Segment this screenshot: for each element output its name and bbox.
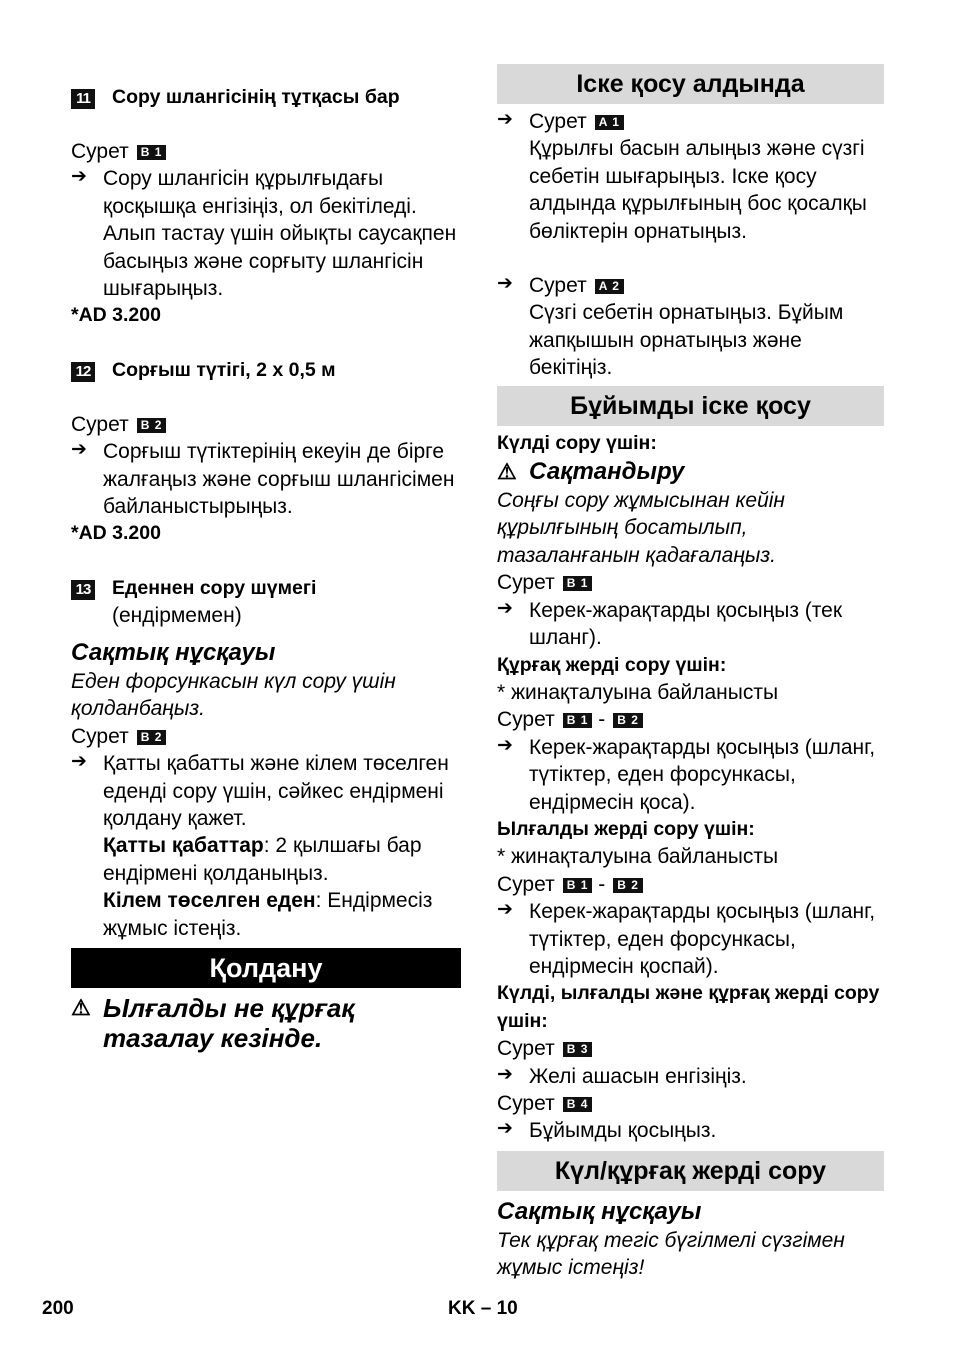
arrow-right-icon: ➔ — [497, 734, 513, 756]
safety-text: Тек құрғақ тегіс бүгілмелі сүзгімен жұмыс істеңіз! — [497, 1228, 845, 1280]
instruction-text: Сорғыш түтіктерінің екеуін де бірге жалғаңыз және сорғыш шлангісімен байланыстырыңыз. — [103, 440, 455, 519]
figure-reference: Сурет B 1 — [497, 569, 884, 596]
section-heading-use: Қолдану — [71, 948, 461, 988]
instruction-step — [497, 1117, 884, 1144]
warning-text: Ылғалды не құрғақ тазалау кезінде. — [103, 992, 355, 1053]
warning-triangle-icon: ⚠ — [497, 459, 517, 485]
figure-reference: Сурет B 1 - B 2 — [497, 706, 884, 733]
figure-reference: Сурет B 2 — [71, 411, 461, 438]
instruction-text: Керек-жарақтарды қосыңыз (тек шланг). — [529, 598, 843, 650]
figure-badge: B 3 — [563, 1042, 593, 1057]
figure-badge: A 1 — [595, 115, 624, 130]
arrow-right-icon: ➔ — [71, 439, 87, 461]
item-13-heading — [71, 575, 461, 630]
figure-reference: Сурет B 4 — [497, 1090, 884, 1117]
figure-reference: Сурет B 1 — [71, 138, 461, 165]
model-note: *AD 3.200 — [71, 522, 161, 545]
figure-reference: Сурет B 3 — [497, 1035, 884, 1062]
left-column — [71, 84, 461, 1053]
instruction-step — [497, 272, 884, 382]
figure-badge: A 2 — [595, 279, 624, 294]
instruction-text: Керек-жарақтарды қосыңыз (шланг, түтіктер, еден форсункасы, ендірмесін қоса). — [529, 735, 876, 814]
figure-badge: B 1 — [563, 713, 593, 728]
item-subtitle: (ендірмемен) — [112, 603, 242, 627]
instruction-step — [71, 750, 461, 942]
section-code: KK – 10 — [448, 1298, 518, 1319]
instruction-step — [71, 165, 461, 302]
arrow-right-icon: ➔ — [497, 1063, 513, 1085]
instruction-step — [497, 1063, 884, 1090]
model-note: *AD 3.200 — [71, 304, 161, 327]
section-heading-before-start: Іске қосу алдында — [497, 64, 884, 104]
item-title: Сору шлангісінің тұтқасы бар — [112, 86, 400, 108]
item-title: Сорғыш түтігі, 2 x 0,5 м — [112, 358, 336, 381]
hard-floor-note: Қатты қабаттар: 2 қылшағы бар ендірмені қолданыңыз. — [103, 834, 422, 885]
instruction-step — [497, 734, 884, 816]
section-heading-start-device: Бұйымды іске қосу — [497, 386, 884, 426]
figure-badge: B 2 — [613, 713, 643, 728]
figure-reference: Сурет B 2 — [71, 723, 461, 750]
arrow-right-icon: ➔ — [497, 597, 513, 619]
assembly-note: * жинақталуына байланысты — [497, 680, 779, 704]
subheading-dry: Құрғақ жерді сору үшін: — [497, 653, 727, 676]
figure-badge: B 4 — [563, 1097, 593, 1112]
assembly-note: * жинақталуына байланысты — [497, 845, 779, 869]
arrow-right-icon: ➔ — [71, 751, 87, 773]
arrow-right-icon: ➔ — [497, 109, 513, 130]
item-number-badge: 11 — [71, 89, 95, 109]
figure-reference: Сурет B 1 - B 2 — [497, 871, 884, 898]
caution-heading: Сақтандыру — [529, 458, 685, 486]
instruction-step — [71, 438, 461, 520]
arrow-right-icon: ➔ — [497, 1118, 513, 1140]
instruction-text: Қатты қабатты және кілем төселген еденді сору үшін, сәйкес ендірмені қолдану қажет. — [103, 752, 449, 830]
figure-badge: B 2 — [137, 418, 167, 433]
instruction-text: Сүзгі себетін орнатыңыз. Бұйым жапқышын орнатыңыз және бекітіңіз. — [529, 301, 844, 380]
carpet-note: Кілем төселген еден: Ендірмесіз жұмыс істеңіз. — [103, 889, 433, 940]
subheading-all: Күлді, ылғалды және құрғақ жерді сору үшін: — [497, 982, 880, 1032]
section-heading-ash-dry: Күл/құрғақ жерді сору — [497, 1151, 884, 1191]
item-11-heading — [71, 84, 461, 111]
caution-block — [497, 457, 884, 487]
figure-badge: B 1 — [563, 878, 593, 893]
figure-badge: B 1 — [563, 576, 593, 591]
instruction-text: Сору шлангісін құрылғыдағы қосқышқа енгізіңіз, ол бекітіледі. Алып тастау үшін ойықты саусақпен басыңыз және сорғыту шлангісін шығарыңыз. — [103, 167, 457, 301]
arrow-right-icon: ➔ — [71, 166, 87, 188]
instruction-text: Желі ашасын енгізіңіз. — [529, 1064, 747, 1088]
instruction-text: Құрылғы басын алыңыз және сүзгі себетін шығарыңыз. Іске қосу алдында құрылғының бос қосалқы бөліктерін орнатыңыз. — [529, 137, 867, 243]
figure-badge: B 2 — [137, 730, 167, 745]
page-number: 200 — [42, 1298, 74, 1319]
arrow-right-icon: ➔ — [497, 273, 513, 295]
figure-reference: Сурет A 1 — [529, 108, 884, 135]
figure-badge: B 2 — [613, 878, 643, 893]
item-title: Еденнен сору шүмегі — [112, 576, 317, 599]
instruction-step — [497, 898, 884, 980]
safety-heading: Сақтық нұсқауы — [497, 1197, 702, 1225]
subheading-wet: Ылғалды жерді сору үшін: — [497, 817, 755, 840]
right-column — [497, 64, 884, 1282]
instruction-text: Керек-жарақтарды қосыңыз (шланг, түтіктер, еден форсункасы, ендірмесін қоспай). — [529, 900, 876, 978]
subheading-ash: Күлді сору үшін: — [497, 431, 657, 454]
figure-badge: B 1 — [137, 145, 167, 160]
figure-reference: Сурет A 2 — [529, 272, 884, 299]
safety-text: Еден форсункасын күл сору үшін қолданбаңыз. — [71, 669, 396, 721]
warning-block — [71, 993, 461, 1053]
instruction-text: Бұйымды қосыңыз. — [529, 1119, 717, 1143]
caution-text: Соңғы сору жұмысынан кейін құрылғының босатылып, тазаланғанын қадағалаңыз. — [497, 489, 785, 567]
instruction-step — [497, 108, 884, 245]
item-number-badge: 12 — [71, 362, 95, 382]
item-number-badge: 13 — [71, 580, 95, 600]
item-12-heading — [71, 357, 461, 384]
warning-triangle-icon: ⚠ — [71, 994, 91, 1020]
instruction-step — [497, 597, 884, 652]
safety-heading: Сақтық нұсқауы — [71, 638, 276, 666]
arrow-right-icon: ➔ — [497, 899, 513, 921]
